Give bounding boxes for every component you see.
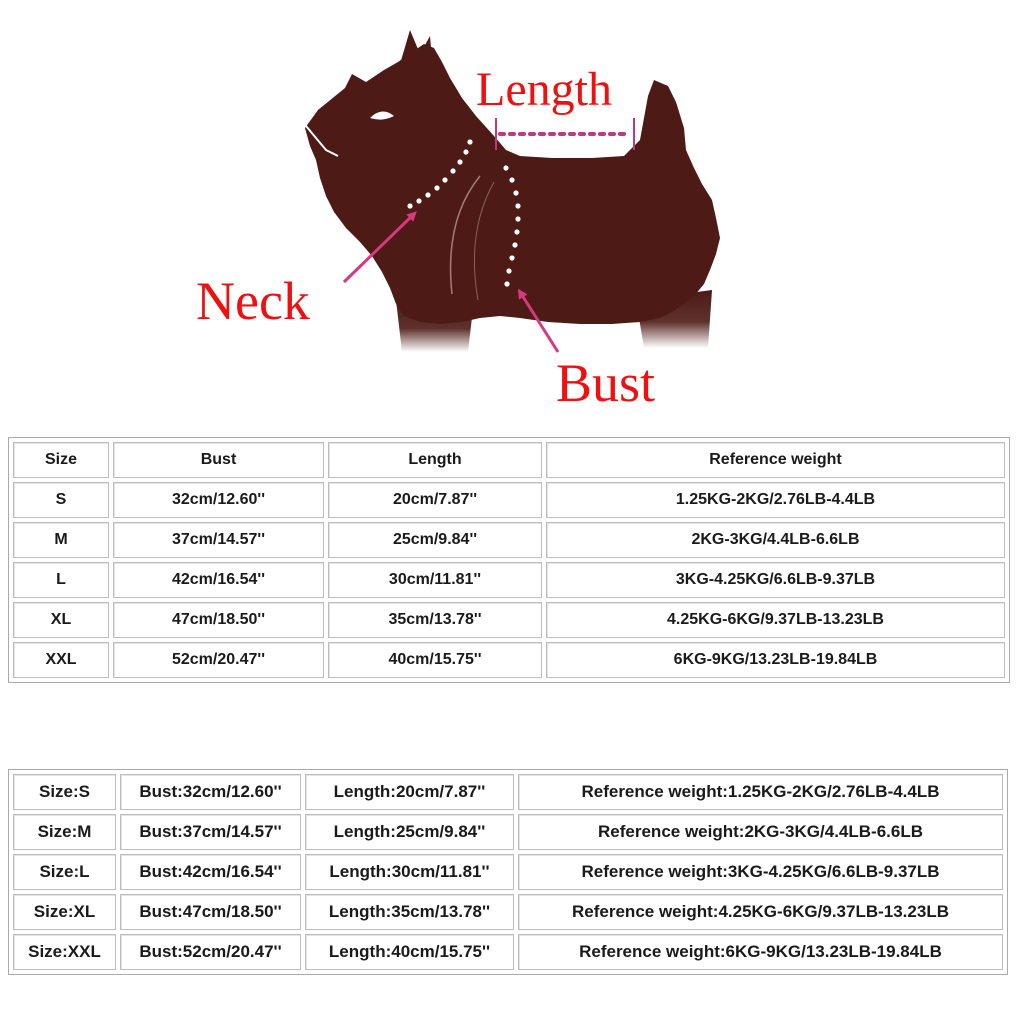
- cell-weight: Reference weight:2KG-3KG/4.4LB-6.6LB: [518, 814, 1003, 850]
- table-row: [13, 894, 1003, 930]
- cell-bust: 32cm/12.60'': [113, 482, 324, 518]
- dog-measurement-diagram: [0, 0, 1024, 430]
- cell-size: L: [13, 562, 109, 598]
- header-bust: Bust: [113, 442, 324, 478]
- cell-length: Length:25cm/9.84'': [305, 814, 514, 850]
- cell-length: 40cm/15.75'': [328, 642, 542, 678]
- cell-length: Length:20cm/7.87'': [305, 774, 514, 810]
- cell-length: 35cm/13.78'': [328, 602, 542, 638]
- size-chart-table: [8, 437, 1010, 683]
- table-header-row: [13, 442, 1005, 478]
- bust-label: Bust: [556, 353, 656, 413]
- table-row: [13, 482, 1005, 518]
- cell-size: S: [13, 482, 109, 518]
- cell-bust: Bust:32cm/12.60'': [120, 774, 301, 810]
- length-label: Length: [476, 63, 612, 116]
- header-reference-weight: Reference weight: [546, 442, 1005, 478]
- cell-weight: Reference weight:1.25KG-2KG/2.76LB-4.4LB: [518, 774, 1003, 810]
- cell-length: 25cm/9.84'': [328, 522, 542, 558]
- table-row: [13, 854, 1003, 890]
- cell-size: Size:M: [13, 814, 116, 850]
- cell-weight: 3KG-4.25KG/6.6LB-9.37LB: [546, 562, 1005, 598]
- cell-length: Length:30cm/11.81'': [305, 854, 514, 890]
- cell-size: XXL: [13, 642, 109, 678]
- table-row: [13, 602, 1005, 638]
- cell-length: Length:40cm/15.75'': [305, 934, 514, 970]
- cell-bust: Bust:37cm/14.57'': [120, 814, 301, 850]
- cell-size: Size:XXL: [13, 934, 116, 970]
- table-row: [13, 774, 1003, 810]
- cell-bust: 42cm/16.54'': [113, 562, 324, 598]
- cell-bust: Bust:47cm/18.50'': [120, 894, 301, 930]
- cell-weight: 4.25KG-6KG/9.37LB-13.23LB: [546, 602, 1005, 638]
- cell-weight: Reference weight:4.25KG-6KG/9.37LB-13.23LB: [518, 894, 1003, 930]
- table-row: [13, 522, 1005, 558]
- cell-weight: 1.25KG-2KG/2.76LB-4.4LB: [546, 482, 1005, 518]
- cell-length: Length:35cm/13.78'': [305, 894, 514, 930]
- cell-bust: Bust:52cm/20.47'': [120, 934, 301, 970]
- cell-bust: 47cm/18.50'': [113, 602, 324, 638]
- cell-size: XL: [13, 602, 109, 638]
- cell-bust: Bust:42cm/16.54'': [120, 854, 301, 890]
- cell-length: 20cm/7.87'': [328, 482, 542, 518]
- cell-size: M: [13, 522, 109, 558]
- table-row: [13, 562, 1005, 598]
- cell-weight: Reference weight:6KG-9KG/13.23LB-19.84LB: [518, 934, 1003, 970]
- cell-length: 30cm/11.81'': [328, 562, 542, 598]
- size-chart-table-inline: [8, 769, 1008, 975]
- length-measure-line: [496, 118, 634, 150]
- neck-label: Neck: [196, 271, 310, 331]
- cell-size: Size:XL: [13, 894, 116, 930]
- table-row: [13, 814, 1003, 850]
- table-row: [13, 934, 1003, 970]
- cell-bust: 37cm/14.57'': [113, 522, 324, 558]
- header-size: Size: [13, 442, 109, 478]
- cell-bust: 52cm/20.47'': [113, 642, 324, 678]
- cell-size: Size:L: [13, 854, 116, 890]
- cell-size: Size:S: [13, 774, 116, 810]
- cell-weight: 6KG-9KG/13.23LB-19.84LB: [546, 642, 1005, 678]
- table-row: [13, 642, 1005, 678]
- cell-weight: 2KG-3KG/4.4LB-6.6LB: [546, 522, 1005, 558]
- header-length: Length: [328, 442, 542, 478]
- cell-weight: Reference weight:3KG-4.25KG/6.6LB-9.37LB: [518, 854, 1003, 890]
